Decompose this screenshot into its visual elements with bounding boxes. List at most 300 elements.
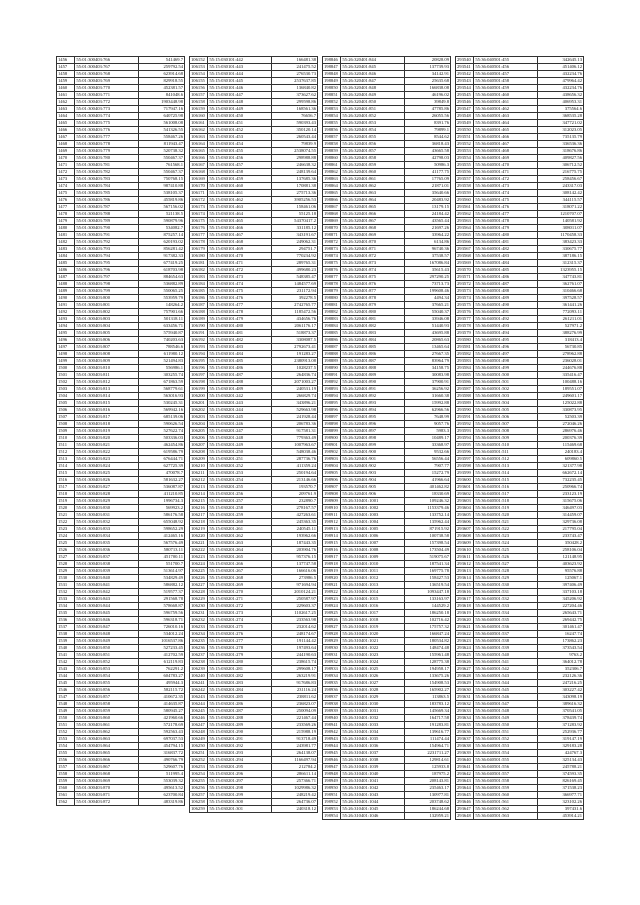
table-row bbox=[190, 358, 318, 365]
row-number-cell: 293624 bbox=[456, 645, 474, 652]
row-number-cell: 198870 bbox=[323, 225, 341, 232]
value-cell: 770234.92 bbox=[272, 253, 318, 260]
cadastral-number-cell: 55:15:030101:456 bbox=[208, 155, 272, 162]
cadastral-number-cell: 55:15:030101:445 bbox=[208, 78, 272, 85]
row-number-cell: 293610 bbox=[456, 547, 474, 554]
cadastral-number-cell: 55:01:300403:789 bbox=[75, 218, 139, 225]
cadastral-number-cell: 55:26:320401:892 bbox=[341, 393, 405, 400]
row-number-cell: 1456 bbox=[57, 57, 75, 64]
table-row bbox=[57, 652, 185, 659]
cadastral-number-cell: 55:01:300403:797 bbox=[75, 274, 139, 281]
row-number-cell: 293556 bbox=[456, 169, 474, 176]
table-row bbox=[456, 582, 584, 589]
table-row bbox=[57, 57, 185, 64]
cadastral-number-cell: 55:15:030201:261 bbox=[208, 526, 272, 533]
value-cell: 375564.6 bbox=[538, 106, 584, 113]
table-row bbox=[190, 148, 318, 155]
cadastral-number-cell: 55:01:300403:823 bbox=[75, 456, 139, 463]
table-row bbox=[456, 260, 584, 267]
value-cell: 209761.9 bbox=[272, 491, 318, 498]
row-number-cell: 1492 bbox=[57, 309, 75, 316]
row-number-cell: 106175 bbox=[190, 218, 208, 225]
table-row bbox=[57, 400, 185, 407]
value-cell: 286976.46 bbox=[538, 428, 584, 435]
value-cell: 250194.64 bbox=[272, 470, 318, 477]
row-number-cell: 1531 bbox=[57, 582, 75, 589]
value-cell: 136519.54 bbox=[405, 582, 451, 589]
value-cell: 133752.14 bbox=[405, 512, 451, 519]
row-number-cell: 1554 bbox=[57, 743, 75, 750]
row-number-cell: 106203 bbox=[190, 414, 208, 421]
cadastral-number-cell: 55:26:310401:1010 bbox=[341, 561, 405, 568]
row-number-cell: 198848 bbox=[323, 71, 341, 78]
value-cell: 233569.26 bbox=[272, 722, 318, 729]
row-number-cell: 293540 bbox=[456, 57, 474, 64]
cadastral-number-cell: 55:36:040501:519 bbox=[474, 505, 538, 512]
value-cell: 569923.2 bbox=[139, 505, 185, 512]
cadastral-number-cell: 55:15:030201:276 bbox=[208, 631, 272, 638]
cadastral-number-cell: 55:36:040501:489 bbox=[474, 295, 538, 302]
row-number-cell: 1534 bbox=[57, 603, 75, 610]
value-cell: 212784.2 bbox=[272, 764, 318, 771]
value-cell: 619586.79 bbox=[139, 449, 185, 456]
row-number-cell: 106248 bbox=[190, 729, 208, 736]
cadastral-number-cell: 55:26:310401:1031 bbox=[341, 708, 405, 715]
table-row bbox=[57, 92, 185, 99]
cadastral-number-cell: 55:36:040501:464 bbox=[474, 120, 538, 127]
value-cell: 580945.27 bbox=[139, 708, 185, 715]
cadastral-number-cell: 55:36:040501:523 bbox=[474, 533, 538, 540]
table-row bbox=[323, 694, 451, 701]
value-cell: 548038.46 bbox=[272, 449, 318, 456]
cadastral-number-cell: 55:01:300403:790 bbox=[75, 225, 139, 232]
value-cell: 3308087.5 bbox=[272, 337, 318, 344]
cadastral-number-cell: 55:36:040501:469 bbox=[474, 155, 538, 162]
value-cell: 166847.24 bbox=[405, 631, 451, 638]
row-number-cell: 1458 bbox=[57, 71, 75, 78]
value-cell: 286611.14 bbox=[272, 771, 318, 778]
table-row bbox=[190, 449, 318, 456]
value-cell: 316837.72 bbox=[139, 750, 185, 757]
value-cell: 269442.75 bbox=[538, 617, 584, 624]
value-cell: 490766.79 bbox=[139, 757, 185, 764]
row-number-cell: 106258 bbox=[190, 799, 208, 806]
table-row bbox=[57, 330, 185, 337]
row-number-cell: 106187 bbox=[190, 302, 208, 309]
row-number-cell: 1533 bbox=[57, 596, 75, 603]
value-cell: 1153379.46 bbox=[405, 505, 451, 512]
table-row bbox=[456, 232, 584, 239]
row-number-cell: 1470 bbox=[57, 155, 75, 162]
cadastral-number-cell: 55:26:310401:1034 bbox=[341, 729, 405, 736]
value-cell: 757901.66 bbox=[139, 309, 185, 316]
cadastral-number-cell: 55:15:030201:258 bbox=[208, 505, 272, 512]
row-number-cell: 293570 bbox=[456, 267, 474, 274]
row-number-cell: 1465 bbox=[57, 120, 75, 127]
value-cell: 389616.32 bbox=[538, 701, 584, 708]
table-row bbox=[323, 372, 451, 379]
value-cell: 397406.49 bbox=[538, 582, 584, 589]
value-cell: 137685.36 bbox=[272, 176, 318, 183]
value-cell: 330873.95 bbox=[538, 407, 584, 414]
row-number-cell: 106173 bbox=[190, 204, 208, 211]
cadastral-number-cell: 55:15:030201:286 bbox=[208, 701, 272, 708]
row-number-cell: 1474 bbox=[57, 183, 75, 190]
table-row bbox=[456, 379, 584, 386]
row-number-cell: 293548 bbox=[456, 113, 474, 120]
row-number-cell: 293629 bbox=[456, 680, 474, 687]
value-cell: 534829.49 bbox=[139, 575, 185, 582]
cadastral-number-cell: 55:15:030201:274 bbox=[208, 617, 272, 624]
row-number-cell: 1532 bbox=[57, 589, 75, 596]
row-number-cell: 293576 bbox=[456, 309, 474, 316]
row-number-cell: 106228 bbox=[190, 589, 208, 596]
table-row bbox=[323, 85, 451, 92]
row-number-cell: 293587 bbox=[456, 386, 474, 393]
value-cell: 378439.74 bbox=[538, 715, 584, 722]
value-cell: 538105.37 bbox=[139, 190, 185, 197]
data-table bbox=[322, 56, 451, 820]
table-row bbox=[190, 785, 318, 792]
cadastral-number-cell: 55:01:300403:772 bbox=[75, 99, 139, 106]
row-number-cell: 1540 bbox=[57, 645, 75, 652]
row-number-cell: 106206 bbox=[190, 435, 208, 442]
value-cell: 336536.36 bbox=[538, 141, 584, 148]
table-row bbox=[57, 631, 185, 638]
row-number-cell: 293598 bbox=[456, 463, 474, 470]
data-table bbox=[56, 56, 185, 806]
cadastral-number-cell: 55:36:040501:560 bbox=[474, 792, 538, 799]
row-number-cell: 1549 bbox=[57, 708, 75, 715]
row-number-cell: 293583 bbox=[456, 358, 474, 365]
table-row bbox=[323, 610, 451, 617]
row-number-cell: 198949 bbox=[323, 778, 341, 785]
table-row bbox=[456, 351, 584, 358]
value-cell: 8391.76 bbox=[405, 120, 451, 127]
value-cell: 111474.44 bbox=[405, 736, 451, 743]
row-number-cell: 1472 bbox=[57, 169, 75, 176]
cadastral-number-cell: 55:15:030201:281 bbox=[208, 666, 272, 673]
row-number-cell: 1461 bbox=[57, 92, 75, 99]
value-cell: 245363.35 bbox=[272, 519, 318, 526]
row-number-cell: 106230 bbox=[190, 603, 208, 610]
table-row bbox=[323, 771, 451, 778]
table-row bbox=[57, 274, 185, 281]
cadastral-number-cell: 55:26:310401:1007 bbox=[341, 540, 405, 547]
cadastral-number-cell: 55:01:300403:766 bbox=[75, 57, 139, 64]
row-number-cell: 198915 bbox=[323, 540, 341, 547]
value-cell: 18330.69 bbox=[405, 491, 451, 498]
table-row bbox=[190, 435, 318, 442]
value-cell: 17765.09 bbox=[405, 176, 451, 183]
table-row bbox=[57, 183, 185, 190]
row-number-cell: 1511 bbox=[57, 442, 75, 449]
table-row bbox=[57, 337, 185, 344]
value-cell: 240545.11 bbox=[272, 526, 318, 533]
cadastral-number-cell: 55:15:030201:246 bbox=[208, 421, 272, 428]
row-number-cell: 1562 bbox=[57, 799, 75, 806]
cadastral-number-cell: 55:26:310401:1035 bbox=[341, 736, 405, 743]
row-number-cell: 1493 bbox=[57, 316, 75, 323]
row-number-cell: 106193 bbox=[190, 344, 208, 351]
table-row bbox=[57, 148, 185, 155]
cadastral-number-cell: 55:36:040501:491 bbox=[474, 309, 538, 316]
table-row bbox=[190, 701, 318, 708]
row-number-cell: 293611 bbox=[456, 554, 474, 561]
cadastral-number-cell: 55:26:320401:880 bbox=[341, 309, 405, 316]
table-row bbox=[456, 694, 584, 701]
row-number-cell: 198884 bbox=[323, 323, 341, 330]
cadastral-number-cell: 55:01:300403:794 bbox=[75, 253, 139, 260]
cadastral-number-cell: 55:26:320401:872 bbox=[341, 253, 405, 260]
table-row bbox=[456, 281, 584, 288]
row-number-cell: 293545 bbox=[456, 92, 474, 99]
value-cell: 717947.16 bbox=[139, 106, 185, 113]
cadastral-number-cell: 55:01:300403:822 bbox=[75, 449, 139, 456]
cadastral-number-cell: 55:01:300403:798 bbox=[75, 281, 139, 288]
table-row bbox=[456, 743, 584, 750]
value-cell: 586176.58 bbox=[139, 512, 185, 519]
value-cell: 750768.15 bbox=[139, 176, 185, 183]
row-number-cell: 106218 bbox=[190, 519, 208, 526]
table-row bbox=[57, 477, 185, 484]
cadastral-number-cell: 55:01:300403:869 bbox=[75, 778, 139, 785]
row-number-cell: 1466 bbox=[57, 127, 75, 134]
table-row bbox=[456, 92, 584, 99]
row-number-cell: 198910 bbox=[323, 505, 341, 512]
value-cell: 166616.06 bbox=[272, 568, 318, 575]
table-row bbox=[190, 183, 318, 190]
table-row bbox=[323, 561, 451, 568]
value-cell: 499680.23 bbox=[272, 267, 318, 274]
table-row bbox=[57, 225, 185, 232]
row-number-cell: 106194 bbox=[190, 351, 208, 358]
cadastral-number-cell: 55:15:030201:287 bbox=[208, 708, 272, 715]
value-cell: 139616.77 bbox=[405, 729, 451, 736]
value-cell: 76656.7 bbox=[272, 113, 318, 120]
table-row bbox=[190, 540, 318, 547]
row-number-cell: 1468 bbox=[57, 141, 75, 148]
cadastral-number-cell: 55:26:320401:858 bbox=[341, 155, 405, 162]
table-row bbox=[190, 106, 318, 113]
cadastral-number-cell: 55:15:030101:460 bbox=[208, 183, 272, 190]
cadastral-number-cell: 55:01:300403:779 bbox=[75, 148, 139, 155]
row-number-cell: 293642 bbox=[456, 771, 474, 778]
table-row bbox=[456, 456, 584, 463]
cadastral-number-cell: 55:15:030201:289 bbox=[208, 722, 272, 729]
table-row bbox=[57, 715, 185, 722]
row-number-cell: 1503 bbox=[57, 386, 75, 393]
table-row bbox=[57, 281, 185, 288]
table-row bbox=[323, 645, 451, 652]
value-cell: 409827.56 bbox=[538, 155, 584, 162]
table-row bbox=[456, 162, 584, 169]
table-row bbox=[190, 477, 318, 484]
cadastral-number-cell: 55:15:030201:272 bbox=[208, 603, 272, 610]
value-cell: 233563.98 bbox=[272, 617, 318, 624]
cadastral-number-cell: 55:36:040501:500 bbox=[474, 372, 538, 379]
table-row bbox=[57, 792, 185, 799]
row-number-cell: 293553 bbox=[456, 148, 474, 155]
cadastral-number-cell: 55:15:030201:262 bbox=[208, 533, 272, 540]
table-row bbox=[323, 792, 451, 799]
row-number-cell: 106244 bbox=[190, 701, 208, 708]
table-row bbox=[190, 638, 318, 645]
row-number-cell: 1535 bbox=[57, 610, 75, 617]
value-cell: 772093.11 bbox=[538, 309, 584, 316]
table-row bbox=[323, 106, 451, 113]
row-number-cell: 198938 bbox=[323, 701, 341, 708]
cadastral-number-cell: 55:26:310401:1026 bbox=[341, 673, 405, 680]
table-row bbox=[190, 197, 318, 204]
table-row bbox=[456, 470, 584, 477]
table-row bbox=[57, 351, 185, 358]
cadastral-number-cell: 55:01:300403:770 bbox=[75, 85, 139, 92]
row-number-cell: 198867 bbox=[323, 204, 341, 211]
row-number-cell: 293615 bbox=[456, 582, 474, 589]
cadastral-number-cell: 55:26:320401:898 bbox=[341, 435, 405, 442]
row-number-cell: 198918 bbox=[323, 561, 341, 568]
row-number-cell: 198863 bbox=[323, 176, 341, 183]
value-cell: 518873.37 bbox=[272, 330, 318, 337]
row-number-cell: 198880 bbox=[323, 295, 341, 302]
cadastral-number-cell: 55:26:320401:856 bbox=[341, 141, 405, 148]
cadastral-number-cell: 55:36:040501:468 bbox=[474, 148, 538, 155]
value-cell: 530245.31 bbox=[139, 400, 185, 407]
table-row bbox=[57, 561, 185, 568]
value-cell: 35615.43 bbox=[405, 267, 451, 274]
table-row bbox=[323, 575, 451, 582]
value-cell: 527233.45 bbox=[139, 645, 185, 652]
table-row bbox=[190, 589, 318, 596]
cadastral-number-cell: 55:26:310401:1029 bbox=[341, 694, 405, 701]
value-cell: 483319.86 bbox=[139, 799, 185, 806]
row-number-cell: 1483 bbox=[57, 246, 75, 253]
cadastral-number-cell: 55:01:300403:851 bbox=[75, 652, 139, 659]
cadastral-number-cell: 55:15:030201:298 bbox=[208, 785, 272, 792]
row-number-cell: 106235 bbox=[190, 638, 208, 645]
table-row bbox=[323, 393, 451, 400]
table-row bbox=[57, 267, 185, 274]
cadastral-number-cell: 55:15:030101:485 bbox=[208, 358, 272, 365]
table-row bbox=[456, 771, 584, 778]
table-row bbox=[456, 442, 584, 449]
cadastral-number-cell: 55:26:310401:1025 bbox=[341, 666, 405, 673]
cadastral-number-cell: 55:36:040501:473 bbox=[474, 183, 538, 190]
value-cell: 130977.81 bbox=[405, 792, 451, 799]
table-row bbox=[456, 148, 584, 155]
cadastral-number-cell: 55:01:300403:825 bbox=[75, 470, 139, 477]
table-row bbox=[456, 750, 584, 757]
value-cell: 276530.73 bbox=[272, 71, 318, 78]
cadastral-number-cell: 55:15:030201:248 bbox=[208, 435, 272, 442]
row-number-cell: 106234 bbox=[190, 631, 208, 638]
cadastral-number-cell: 55:15:030101:447 bbox=[208, 92, 272, 99]
cadastral-number-cell: 55:01:300403:814 bbox=[75, 393, 139, 400]
table-row bbox=[57, 498, 185, 505]
cadastral-number-cell: 55:15:030201:264 bbox=[208, 547, 272, 554]
row-number-cell: 106249 bbox=[190, 736, 208, 743]
cadastral-number-cell: 55:26:310401:1036 bbox=[341, 743, 405, 750]
table-row bbox=[456, 127, 584, 134]
value-cell: 216775.75 bbox=[538, 169, 584, 176]
value-cell: 312023.05 bbox=[538, 127, 584, 134]
row-number-cell: 293613 bbox=[456, 568, 474, 575]
cadastral-number-cell: 55:01:300403:806 bbox=[75, 337, 139, 344]
table-row bbox=[323, 540, 451, 547]
row-number-cell: 198864 bbox=[323, 183, 341, 190]
row-number-cell: 1558 bbox=[57, 771, 75, 778]
row-number-cell: 293628 bbox=[456, 673, 474, 680]
row-number-cell: 293563 bbox=[456, 218, 474, 225]
row-number-cell: 106178 bbox=[190, 239, 208, 246]
cadastral-number-cell: 55:36:040501:546 bbox=[474, 694, 538, 701]
table-row bbox=[456, 778, 584, 785]
value-cell: 454794.15 bbox=[139, 743, 185, 750]
cadastral-number-cell: 55:01:300403:868 bbox=[75, 771, 139, 778]
row-number-cell: 106242 bbox=[190, 687, 208, 694]
cadastral-number-cell: 55:01:300403:792 bbox=[75, 239, 139, 246]
table-row bbox=[57, 218, 185, 225]
row-number-cell: 1489 bbox=[57, 288, 75, 295]
value-cell: 315675.06 bbox=[538, 498, 584, 505]
value-cell: 55125.18 bbox=[272, 211, 318, 218]
row-number-cell: 1555 bbox=[57, 750, 75, 757]
value-cell: 312315.37 bbox=[538, 260, 584, 267]
table-row bbox=[190, 295, 318, 302]
cadastral-number-cell: 55:26:320401:864 bbox=[341, 197, 405, 204]
table-row bbox=[190, 316, 318, 323]
row-number-cell: 293584 bbox=[456, 365, 474, 372]
value-cell: 582115.72 bbox=[139, 687, 185, 694]
cadastral-number-cell: 55:01:300403:857 bbox=[75, 694, 139, 701]
row-number-cell: 1547 bbox=[57, 694, 75, 701]
row-number-cell: 293544 bbox=[456, 85, 474, 92]
value-cell: 529607.76 bbox=[139, 764, 185, 771]
table-row bbox=[456, 211, 584, 218]
cadastral-number-cell: 55:01:300403:850 bbox=[75, 645, 139, 652]
table-row bbox=[190, 666, 318, 673]
row-number-cell: 106167 bbox=[190, 162, 208, 169]
table-row bbox=[190, 211, 318, 218]
table-row bbox=[456, 386, 584, 393]
table-row bbox=[57, 708, 185, 715]
table-row bbox=[323, 197, 451, 204]
cadastral-number-cell: 55:15:030201:259 bbox=[208, 512, 272, 519]
row-number-cell: 1513 bbox=[57, 456, 75, 463]
value-cell: 411359.24 bbox=[272, 463, 318, 470]
table-row bbox=[190, 204, 318, 211]
cadastral-number-cell: 55:26:310401:1013 bbox=[341, 582, 405, 589]
table-row bbox=[190, 281, 318, 288]
cadastral-number-cell: 55:15:030101:487 bbox=[208, 372, 272, 379]
value-cell: 25635.68 bbox=[405, 78, 451, 85]
table-row bbox=[190, 92, 318, 99]
value-cell: 590626.54 bbox=[139, 421, 185, 428]
cadastral-number-cell: 55:36:040501:459 bbox=[474, 85, 538, 92]
value-cell: 297290.25 bbox=[405, 274, 451, 281]
table-row bbox=[323, 680, 451, 687]
value-cell: 556986.1 bbox=[139, 365, 185, 372]
cadastral-number-cell: 55:26:320401:885 bbox=[341, 344, 405, 351]
table-row bbox=[456, 288, 584, 295]
row-number-cell: 198876 bbox=[323, 267, 341, 274]
table-row bbox=[456, 617, 584, 624]
table-row bbox=[190, 386, 318, 393]
row-number-cell: 198946 bbox=[323, 757, 341, 764]
table-row bbox=[456, 435, 584, 442]
table-row bbox=[323, 176, 451, 183]
